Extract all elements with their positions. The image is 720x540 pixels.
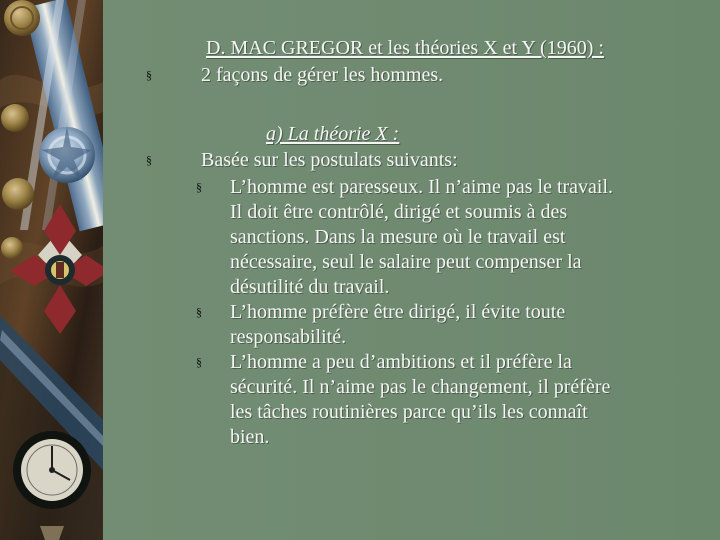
sub-bullet-2-line-2: responsabilité. bbox=[230, 326, 347, 348]
sub-bullet-1-line-4: nécessaire, seul le salaire peut compenser la bbox=[230, 251, 582, 273]
slide-heading: D. MAC GREGOR et les théories X et Y (1960) : bbox=[206, 37, 604, 59]
sub-bullet-1-line-3: sanctions. Dans la mesure où le travail est bbox=[230, 226, 566, 248]
decorative-medal-sidebar bbox=[0, 0, 103, 540]
slide-subheading: a) La théorie X : bbox=[266, 123, 400, 145]
bullet-text-1: 2 façons de gérer les hommes. bbox=[201, 64, 444, 86]
sub-bullet-icon bbox=[196, 306, 202, 318]
bullet-icon bbox=[146, 154, 152, 166]
bullet-icon bbox=[146, 69, 152, 81]
sub-bullet-3-line-3: les tâches routinières parce qu’ils les connaît bbox=[230, 401, 588, 423]
sub-bullet-3-line-4: bien. bbox=[230, 426, 270, 448]
sub-bullet-1-line-2: Il doit être contrôlé, dirigé et soumis à des bbox=[230, 201, 568, 223]
sub-bullet-2-line-1: L’homme préfère être dirigé, il évite toute bbox=[230, 301, 566, 323]
medal-photo-icon bbox=[0, 0, 103, 540]
sub-bullet-3-line-2: sécurité. Il n’aime pas le changement, il préfère bbox=[230, 376, 611, 398]
sub-bullet-3-line-1: L’homme a peu d’ambitions et il préfère la bbox=[230, 351, 572, 373]
sub-bullet-icon bbox=[196, 356, 202, 368]
sub-bullet-1-line-5: désutilité du travail. bbox=[230, 276, 390, 298]
bullet-text-2: Basée sur les postulats suivants: bbox=[201, 149, 458, 171]
sub-bullet-1-line-1: L’homme est paresseux. Il n’aime pas le travail. bbox=[230, 176, 614, 198]
sub-bullet-icon bbox=[196, 181, 202, 193]
